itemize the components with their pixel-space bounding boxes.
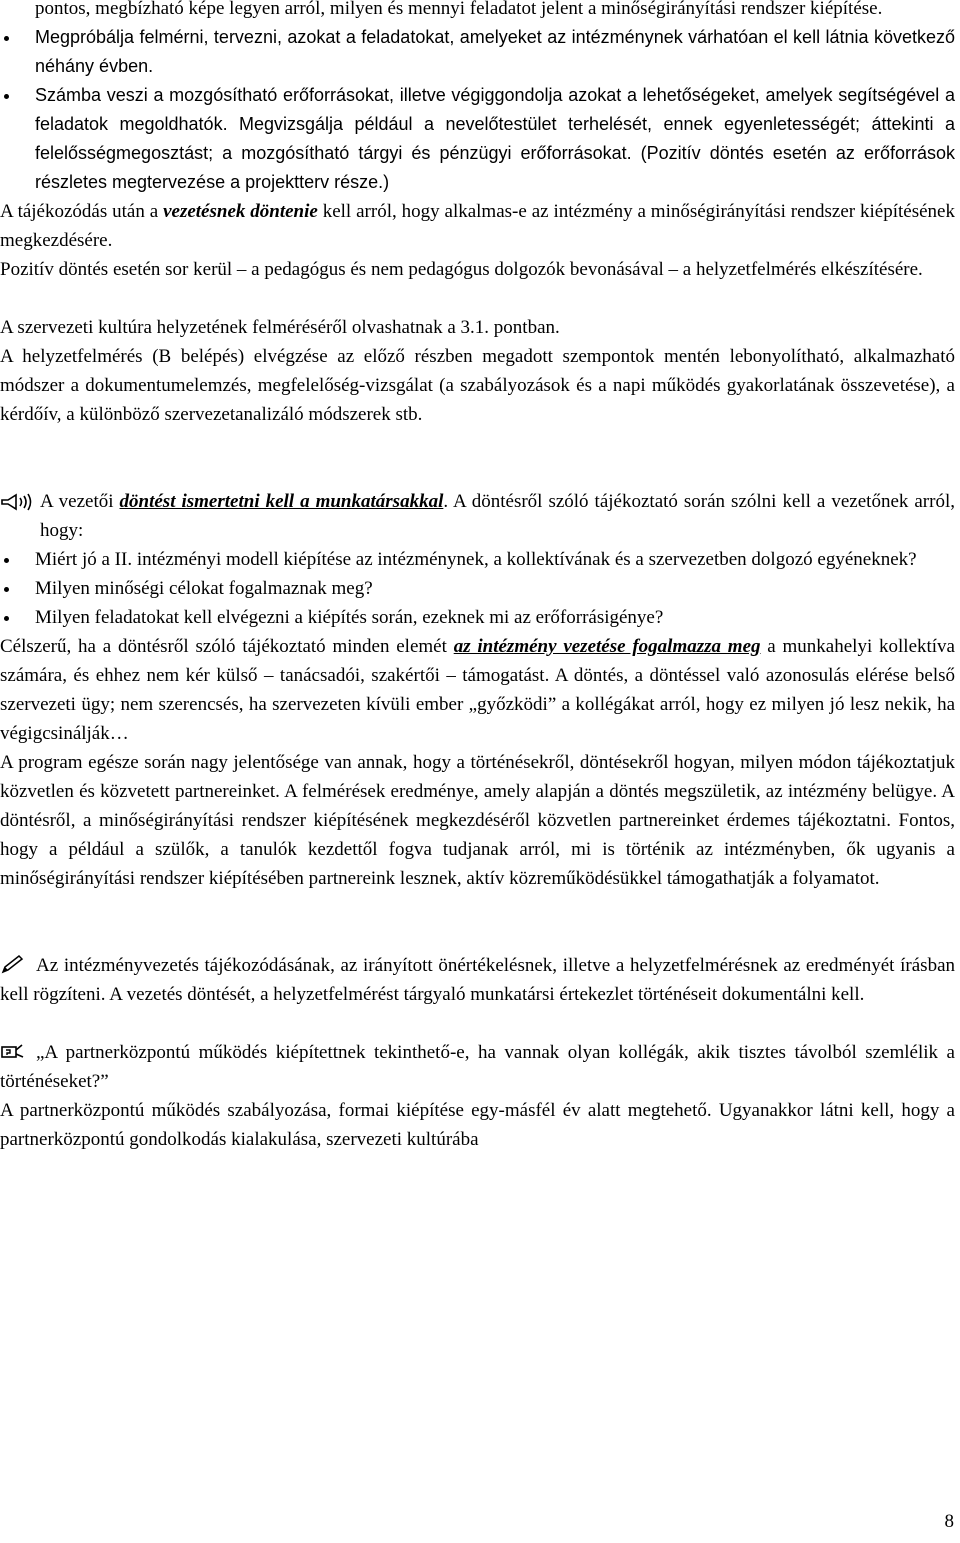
- text-run: A vezetői: [40, 491, 120, 512]
- paragraph-inform-staff: [0, 487, 955, 545]
- question-sign-icon: [0, 1041, 26, 1061]
- list-item: Megpróbálja felmérni, tervezni, azokat a feladatokat, amelyeket az intézménynek várhatóan el kell látnia következő néhány évben.: [0, 23, 955, 81]
- list-item: Milyen minőségi célokat fogalmaznak meg?: [0, 574, 955, 603]
- paragraph-documentation: [0, 951, 955, 1009]
- paragraph-positive-decision: Pozitív döntés esetén sor kerül – a pedagógus és nem pedagógus dolgozók bevonásával – a helyzetfelmérés elkészítésére.: [0, 259, 923, 280]
- paragraph-culture-reference: A szervezeti kultúra helyzetének felméréséről olvashatnak a 3.1. pontban.: [0, 317, 560, 338]
- text-run: A tájékozódás után a: [0, 201, 164, 222]
- megaphone-icon: [0, 492, 34, 512]
- text-run: . A döntésről szóló tájékoztató során szólni kell a vezetőnek arról, hogy:: [40, 491, 955, 541]
- top-bullet-list: [0, 23, 955, 197]
- text-run: Az intézményvezetés tájékozódásának, az irányított önértékelésnek, illetve a helyzetfelmérésnek az eredményét írásban kell rögzíteni. A vezetés döntését, a helyzetfelmérést tárgyaló munkatársi értekezlet történéseit dokumentálni kell.: [0, 955, 955, 1005]
- paragraph-decision: [0, 197, 955, 255]
- paragraph-assessment: A helyzetfelmérés (B belépés) elvégzése az előző részben megadott szempontok mentén lebonyolítható, alkalmazható módszer a dokumentumelemzés, megfelelőség-vizsgálat (a szabályozások és a napi működés gyakorlatának összevetése), a kérdőív, a különböző szervezetanalizáló módszerek stb.: [0, 346, 955, 425]
- paragraph-partner-centered: A partnerközpontú működés szabályozása, formai kiépítése egy-másfél év alatt megtehető. Ugyanakkor látni kell, hogy a partnerközpontú gondolkodás kialakulása, szervezeti kultúrába: [0, 1100, 955, 1150]
- question-list: [0, 545, 955, 632]
- intro-paragraph: pontos, megbízható képe legyen arról, milyen és mennyi feladatot jelent a minőségirányítási rendszer kiépítése.: [35, 0, 883, 19]
- list-item: Milyen feladatokat kell elvégezni a kiépítés során, ezeknek mi az erőforrásigénye?: [0, 603, 955, 632]
- text-run: Célszerű, ha a döntésről szóló tájékoztató minden elemét: [0, 636, 454, 657]
- list-item: Számba veszi a mozgósítható erőforrásokat, illetve végiggondolja azokat a lehetőségeket, amelyek segítségével a feladatok megoldhatók. Megvizsgálja például a nevelőtestület terhelését, ennek egyenletességét; áttekinti a felelősségmegosztást; a mozgósítható tárgyi és pénzügyi erőforrásokat. (Pozitív döntés esetén az erőforrások részletes megtervezése a projektterv része.): [0, 81, 955, 197]
- text-run: a munkahelyi kollektíva számára, és ehhez nem kér külső – tanácsadói, szakértői – támogatást. A döntés, a döntéssel való azonosulás elérése belső szervezeti ügy; nem szerencsés, ha szervezeten kívüli ember „győzködi” a kollégákat arról, hogy ez milyen jó lesz nekik, ha végigcsinálják…: [0, 636, 955, 744]
- emphasis-text: döntést ismertetni kell a munkatársakkal: [119, 491, 444, 512]
- paragraph-question: [0, 1038, 955, 1096]
- pencil-icon: [0, 954, 26, 974]
- list-item: Miért jó a II. intézményi modell kiépítése az intézménynek, a kollektívának és a szervezetben dolgozó egyéneknek?: [0, 545, 955, 574]
- text-run: „A partnerközpontú működés kiépítettnek tekinthető-e, ha vannak olyan kollégák, akik tisztes távolból szemlélik a történéseket?”: [0, 1042, 955, 1092]
- paragraph-communication: A program egésze során nagy jelentősége van annak, hogy a történésekről, döntésekről hogyan, milyen módon tájékoztatjuk közvetlen és közvetett partnereinket. A felmérések eredménye, amely alapján a döntés megszületik, az intézmény belügye. A döntésről, a minőségirányítási rendszer kiépítésének megkezdéséről közvetlen partnereinket érdemes tájékoztatni. Fontos, hogy a például a szülők, a tanulók kezdettől fogva tudjanak arról, mi is történik az intézményben, ők ugyanis a minőségirányítási rendszer kiépítésében partnereink lesznek, aktív közreműködésükkel támogathatják a folyamatot.: [0, 752, 955, 889]
- emphasis-text: vezetésnek döntenie: [163, 201, 318, 222]
- paragraph-leadership: [0, 632, 955, 748]
- text-run: kell arról, hogy alkalmas-e az intézmény a minőségirányítási rendszer kiépítésének megkezdésére.: [0, 201, 955, 251]
- page-number: 8: [944, 1511, 954, 1532]
- emphasis-text: az intézmény vezetése fogalmazza meg: [453, 636, 761, 657]
